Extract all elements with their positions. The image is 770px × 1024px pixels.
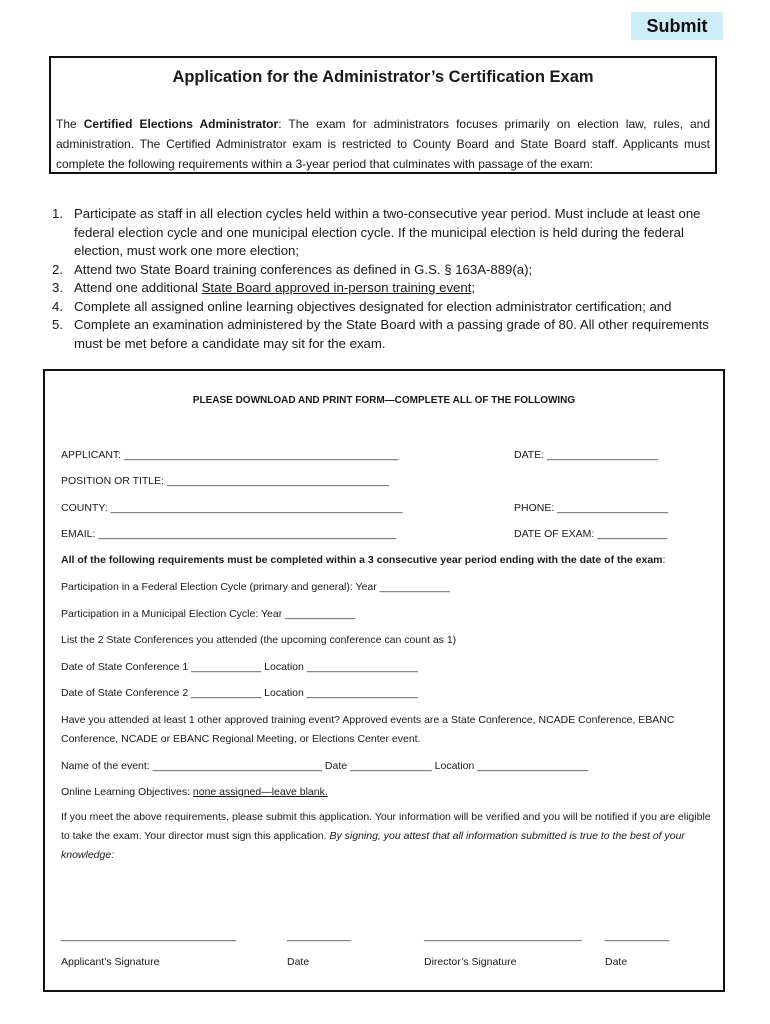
requirement-item: 2. Attend two State Board training conferences as defined in G.S. § 163A-889(a);: [52, 261, 533, 277]
intro-bold-term: Certified Elections Administrator: [83, 117, 279, 131]
date-field[interactable]: DATE: ___________________: [514, 449, 659, 461]
form-header: PLEASE DOWNLOAD AND PRINT FORM—COMPLETE ALL OF THE FOLLOWING: [192, 395, 576, 406]
online-objectives-value: none assigned—leave blank.: [192, 786, 328, 798]
conference-1-field[interactable]: Date of State Conference 1 ____________ Location ___________________: [61, 661, 418, 673]
applicant-signature-line[interactable]: ______________________________: [61, 930, 237, 942]
page-title: Application for the Administrator’s Certification Exam: [172, 68, 594, 86]
training-event-underlined: State Board approved in-person training event: [201, 280, 472, 295]
requirement-item: 5. Complete an examination administered by the State Board with a passing grade of 80. All other requirements must be met before a candidate may sit for the exam.: [52, 317, 709, 351]
intro-box: [49, 56, 717, 174]
director-signature-label: Director’s Signature: [424, 956, 517, 968]
email-field[interactable]: EMAIL: ___________________________________________________: [61, 528, 397, 540]
conferences-prompt: List the 2 State Conferences you attended (the upcoming conference can count as 1): [61, 634, 457, 646]
federal-cycle-field[interactable]: Participation in a Federal Election Cycle (primary and general): Year ____________: [61, 581, 450, 593]
director-signature-line[interactable]: ___________________________: [424, 930, 582, 942]
director-date-label: Date: [605, 956, 628, 968]
municipal-cycle-field[interactable]: Participation in a Municipal Election Cycle: Year ____________: [61, 608, 356, 620]
county-field[interactable]: COUNTY: __________________________________________________: [61, 502, 403, 514]
intro-text: The Certified Elections Administrator: The exam for administrators focuses primarily on election law, rules, and administration. The Certified Administrator exam is restricted to County Board and State Board staff. Applicants must complete the following requirements within a 3-year period that culminates with passage of the exam:: [56, 117, 711, 171]
conference-2-field[interactable]: Date of State Conference 2 ____________ Location ___________________: [61, 687, 418, 699]
applicant-date-line[interactable]: ___________: [287, 930, 352, 942]
requirements-list: [52, 205, 720, 353]
director-date-line[interactable]: ___________: [605, 930, 670, 942]
requirement-item: 3. Attend one additional State Board approved in-person training event;: [52, 280, 476, 295]
exam-date-field[interactable]: DATE OF EXAM: ____________: [514, 528, 668, 540]
event-field[interactable]: Name of the event: _____________________________ Date ______________ Location ___________________: [61, 760, 589, 772]
requirement-item: 1. Participate as staff in all election cycles held within a two-consecutive year period. Must include at least one federal election cycle and one municipal election cycle. If the municipal election is held during the federal election, must work one more election;: [52, 206, 701, 258]
application-form: [43, 369, 725, 992]
submit-button[interactable]: Submit: [631, 12, 723, 40]
requirements-intro: All of the following requirements must be completed within a 3 consecutive year period ending with the date of the exam:: [61, 554, 666, 566]
closing-statement: If you meet the above requirements, please submit this application. Your information will be verified and you will be notified if you are eligible to take the exam. Your director must sign this application. By signing, you attest that all information submitted is true to the best of your knowledge:: [61, 811, 711, 861]
training-question: Have you attended at least 1 other approved training event? Approved events are a State Conference, NCADE Conference, EBANC Conference, NCADE or EBANC Regional Meeting, or Elections Center event.: [61, 714, 675, 745]
phone-field[interactable]: PHONE: ___________________: [514, 502, 669, 514]
online-objectives: Online Learning Objectives: none assigned—leave blank.: [61, 786, 328, 798]
applicant-signature-label: Applicant’s Signature: [61, 956, 160, 968]
requirement-item: 4. Complete all assigned online learning objectives designated for election administrator certification; and: [52, 298, 672, 314]
applicant-field[interactable]: APPLICANT: _______________________________________________: [61, 449, 399, 461]
position-field[interactable]: POSITION OR TITLE: ______________________________________: [61, 475, 389, 487]
attestation-text: By signing, you attest that all information submitted is true to the best of your knowledge:: [61, 830, 685, 861]
applicant-date-label: Date: [287, 956, 310, 968]
